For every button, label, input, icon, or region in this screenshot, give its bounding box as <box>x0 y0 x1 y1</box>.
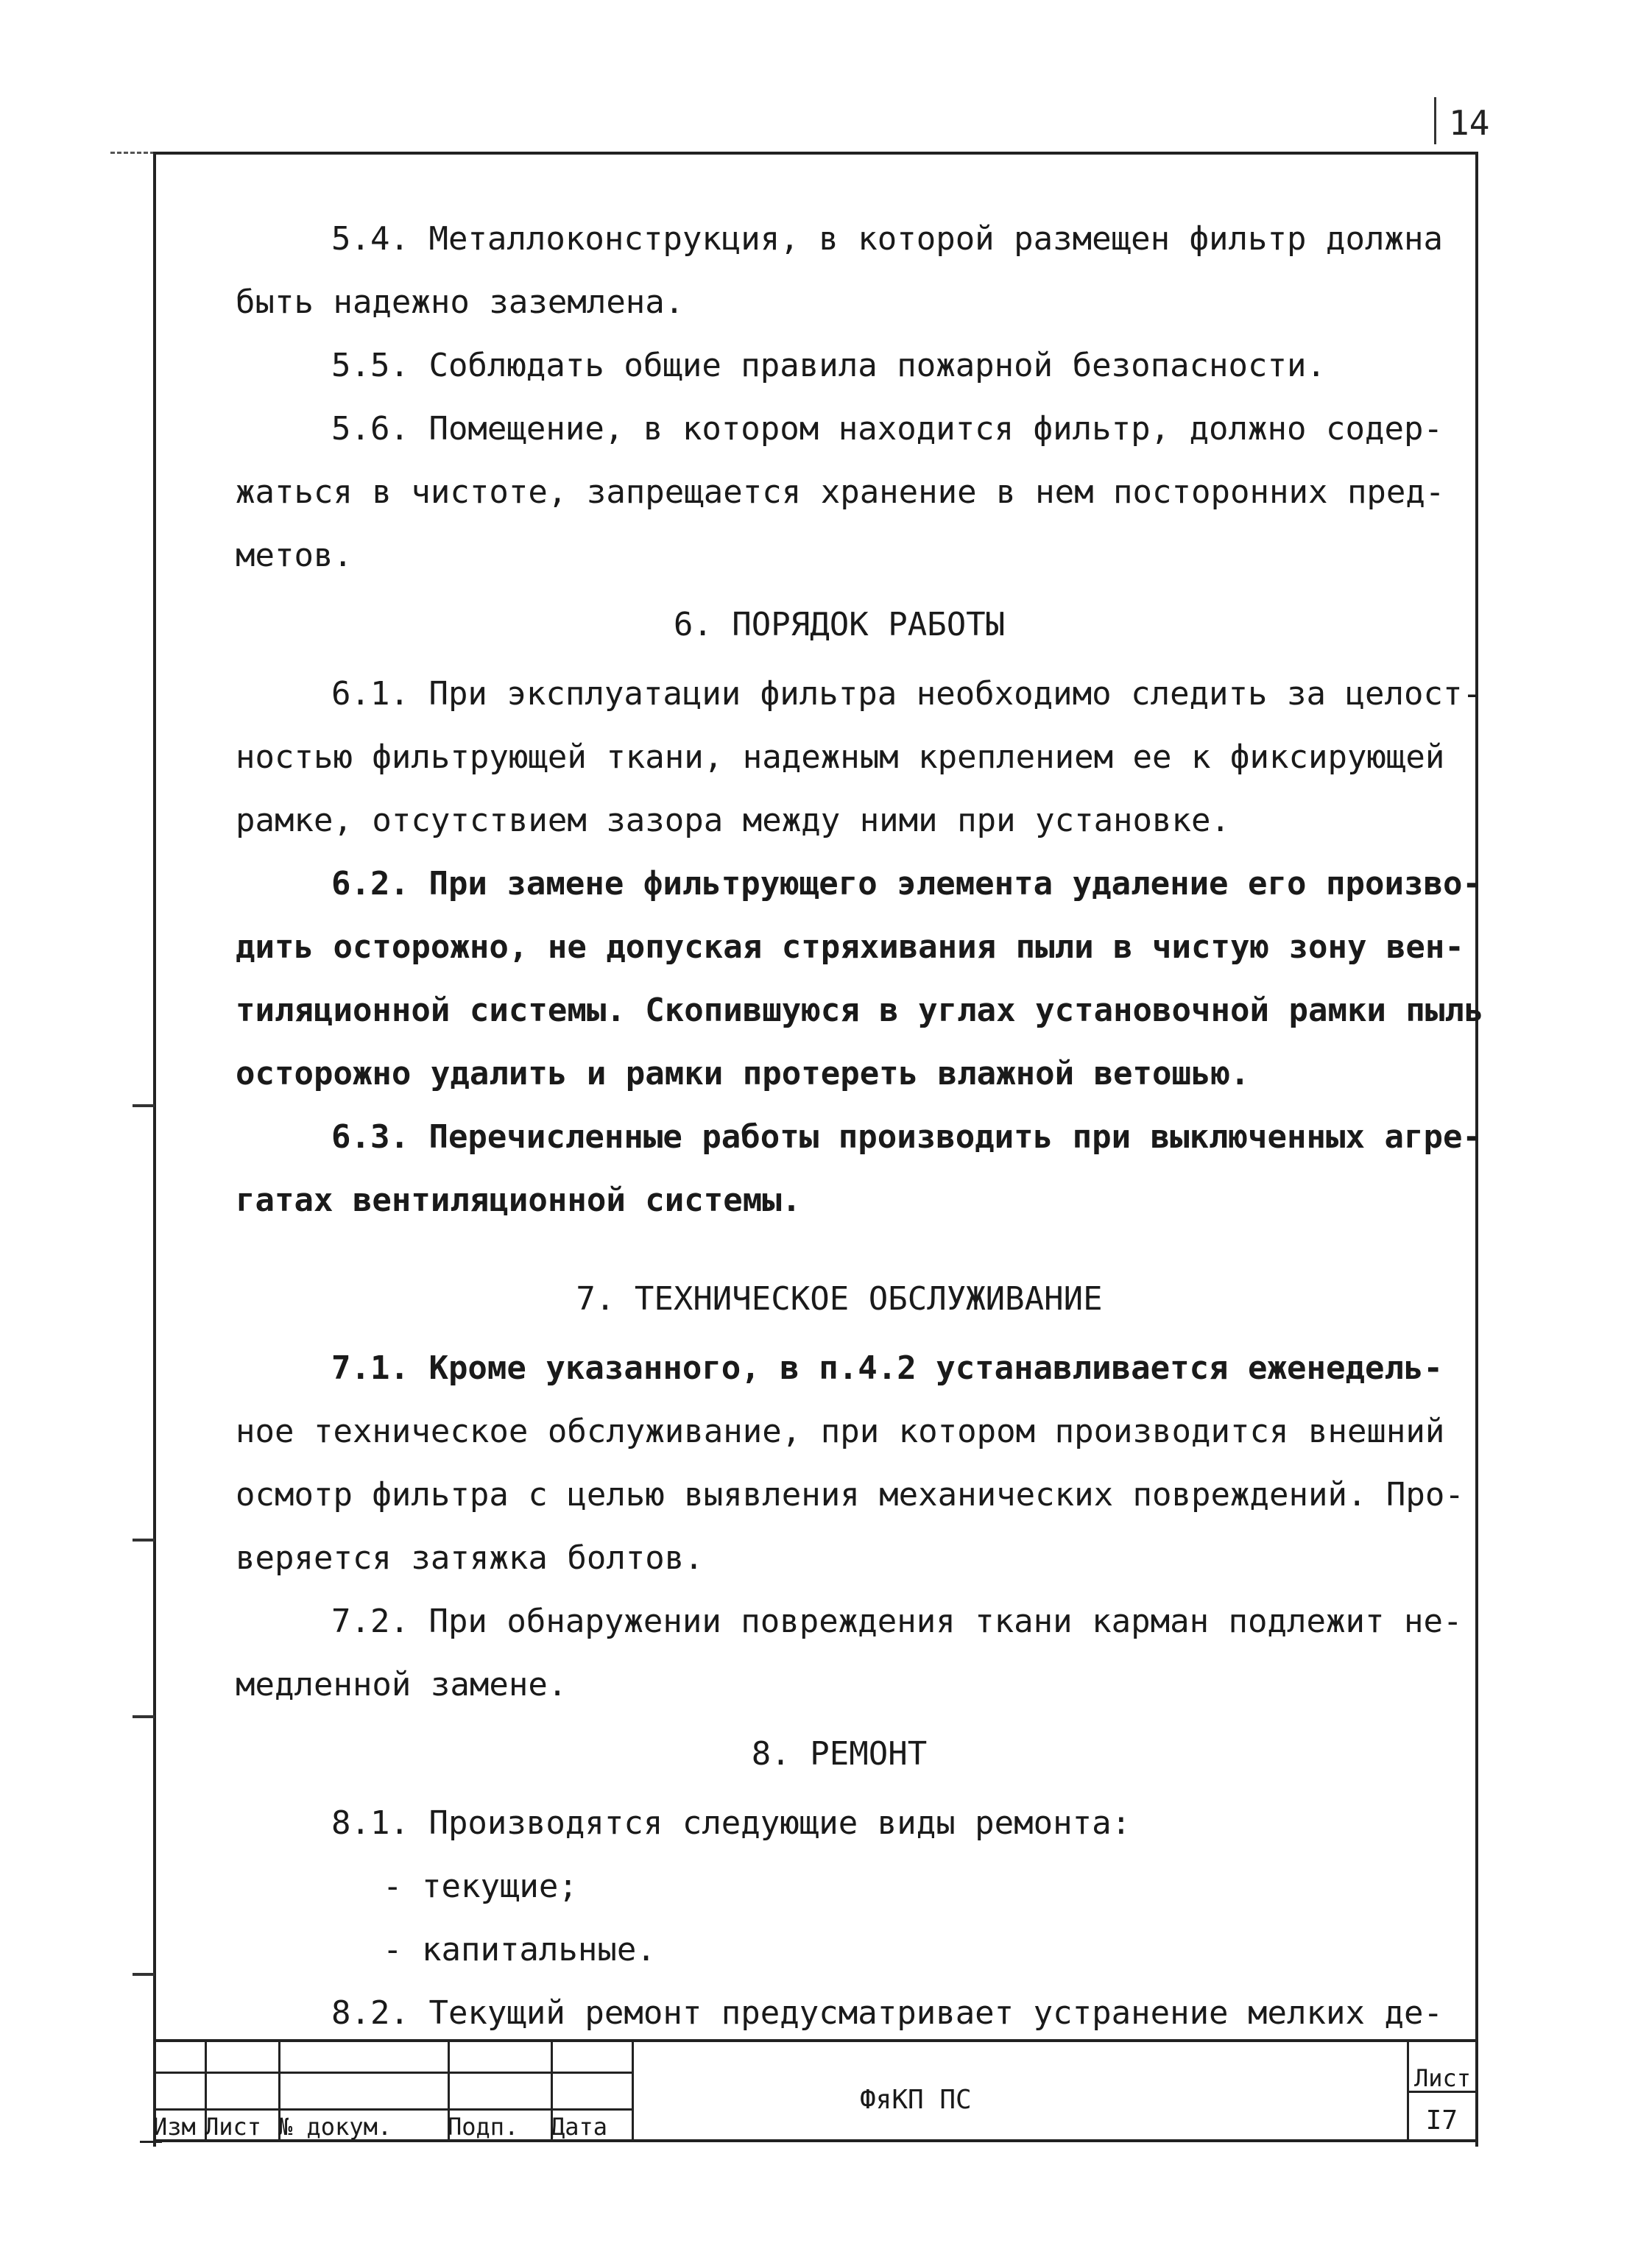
sheet-label: Лист <box>1413 2064 1471 2092</box>
para-8-2-line1: 8.2. Текущий ремонт предусматривает устранение мелких де- <box>331 1994 1443 2032</box>
bullet-item-capital: - капитальные. <box>383 1931 656 1968</box>
para-7-2-line1: 7.2. При обнаружении повреждения ткани карман подлежит не- <box>331 1603 1463 1640</box>
label-signature: Подп. <box>448 2113 519 2141</box>
para-5-6-line3: метов. <box>236 537 353 574</box>
title-block-labels <box>153 2113 632 2141</box>
document-code: ФяКП ПС <box>860 2085 972 2115</box>
para-6-2-line2: дить осторожно, не допуская стряхивания пыли в чистую зону вен- <box>236 928 1464 966</box>
label-change: Изм <box>153 2113 196 2141</box>
page-number: 14 <box>1449 103 1490 143</box>
para-6-2-line4: осторожно удалить и рамки протереть влажной ветошью. <box>236 1055 1250 1092</box>
frame-top-extension <box>110 152 155 157</box>
para-5-6-line1: 5.6. Помещение, в котором находится фильтр, должно содер- <box>331 410 1443 448</box>
label-doc-number: № докум. <box>278 2113 392 2141</box>
para-6-1-line1: 6.1. При эксплуатации фильтра необходимо следить за целост- <box>331 675 1482 713</box>
sheet-number: I7 <box>1425 2105 1458 2136</box>
para-6-3-line1: 6.3. Перечисленные работы производить при выключенных агре- <box>331 1118 1482 1156</box>
section-6-heading: 6. ПОРЯДОК РАБОТЫ <box>673 606 1006 643</box>
para-6-3-line2: гатах вентиляционной системы. <box>236 1182 802 1219</box>
para-7-2-line2: медленной замене. <box>236 1666 568 1703</box>
title-block <box>153 2039 1478 2142</box>
para-6-2-line1: 6.2. При замене фильтрующего элемента удаление его произво- <box>331 865 1482 903</box>
page-number-divider <box>1434 97 1436 144</box>
para-6-1-line2: ностью фильтрующей ткани, надежным креплением ее к фиксирующей <box>236 738 1445 776</box>
para-5-6-line2: жаться в чистоте, запрещается хранение в нем посторонних пред- <box>236 473 1445 511</box>
para-5-5: 5.5. Соблюдать общие правила пожарной безопасности. <box>331 347 1327 384</box>
para-7-1-line3: осмотр фильтра с целью выявления механических повреждений. Про- <box>236 1476 1464 1514</box>
bullet-item-current: - текущие; <box>383 1868 578 1905</box>
para-8-1: 8.1. Производятся следующие виды ремонта: <box>331 1804 1132 1842</box>
document-body <box>236 208 1484 2045</box>
para-6-1-line3: рамке, отсутствием зазора между ними при установке. <box>236 802 1231 839</box>
para-7-1-line4: веряется затяжка болтов. <box>236 1539 704 1577</box>
label-date: Дата <box>551 2113 608 2141</box>
para-5-4-line2: быть надежно заземлена. <box>236 283 685 321</box>
para-5-4-line1: 5.4. Металлоконструкция, в которой размещен фильтр должна <box>331 220 1443 258</box>
para-7-1-line2: ное техническое обслуживание, при котором производится внешний <box>236 1413 1445 1450</box>
label-sheet: Лист <box>205 2113 262 2141</box>
para-6-2-line3: тиляционной системы. Скопившуюся в углах установочной рамки пыль <box>236 992 1484 1029</box>
para-7-1-line1: 7.1. Кроме указанного, в п.4.2 устанавливается еженедель- <box>331 1349 1443 1387</box>
section-8-heading: 8. РЕМОНТ <box>751 1735 928 1773</box>
frame-bottom-extension <box>140 2141 162 2143</box>
section-7-heading: 7. ТЕХНИЧЕСКОЕ ОБСЛУЖИВАНИЕ <box>576 1280 1103 1318</box>
